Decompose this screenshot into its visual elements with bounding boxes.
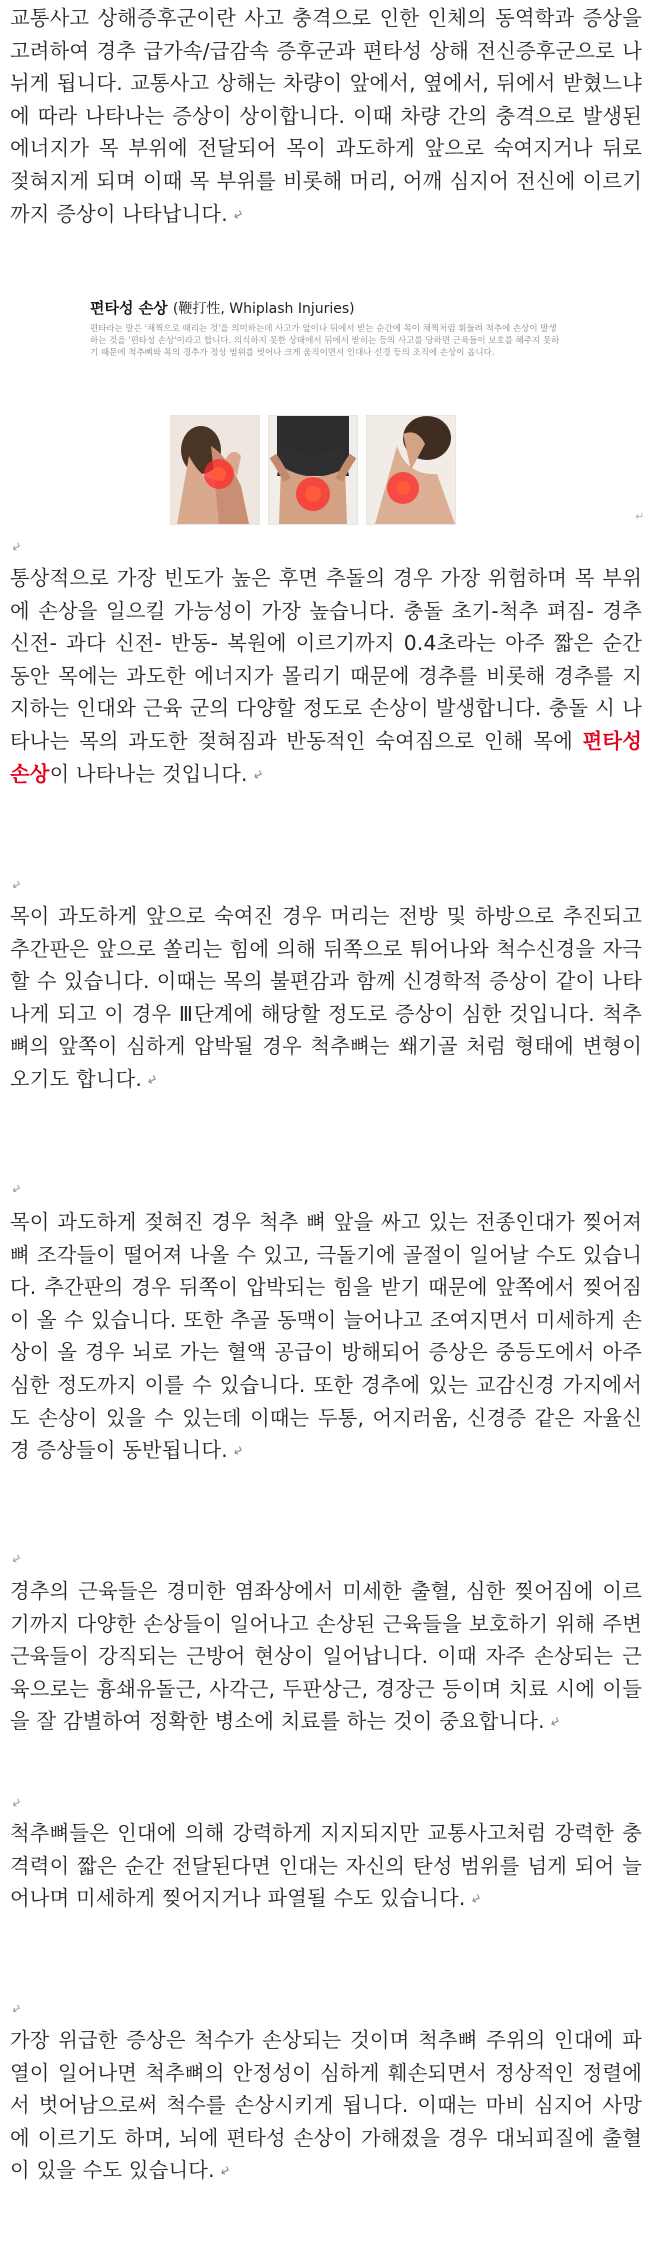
paragraph-end-mark: ↵ (217, 2162, 235, 2182)
paragraph-rear-collision (10, 562, 642, 794)
paragraph-text: 가장 위급한 증상은 척수가 손상되는 것이며 척추뼈 주위의 인대에 파열이 일어나면 척추뼈의 안정성이 심하게 훼손되면서 정상적인 정렬에서 벗어남으로써 척수를 손상시키게 됩니다. 이때는 마비 심지어 사망에 이르기도 하며, 뇌에 편타성 손상이 가해졌을 경우 대뇌피질에 출혈이 있을 수도 있습니다. (10, 2028, 642, 2183)
paragraph-end-mark: ↵ (230, 1442, 248, 1461)
figure-description: 편타라는 말은 '채찍으로 때리는 것'을 의미하는데 사고가 앞이나 뒤에서 받는 순간에 목이 채찍처럼 휘둘려 척추에 손상이 발생하는 것을 '편타성 손상'이라고 합니다. 의식하지 못한 상태에서 뒤에서 받히는 등의 사고를 당하면 근육들이 보호를 해주지 못하기 때문에 척추뼈와 목의 경추가 정상 범위를 벗어나 크게 움직이면서 인대나 신경 등의 조직에 손상이 옵니다. (90, 324, 560, 358)
paragraph-whiplash-intro (10, 2, 642, 234)
paragraph-spinal-cord-injury (10, 2024, 642, 2191)
paragraph-flexion-injury (10, 900, 642, 1100)
paragraph-end-mark: ↵ (250, 765, 268, 785)
gap-mark: ↵ (9, 876, 25, 894)
paragraph-end-mark: ↵ (145, 1071, 162, 1090)
gap-mark: ↵ (9, 1180, 25, 1198)
gap-mark: ↵ (9, 538, 25, 556)
paragraph-text: 통상적으로 가장 빈도가 높은 후면 추돌의 경우 가장 위험하며 목 부위에 손상을 일으킬 가능성이 가장 높습니다. 충돌 초기-척추 펴짐- 경추 신전- 과다 신전- 반동- 복원에 이르기까지 0.4초라는 아주 짧은 순간 동안 목에는 과도한 에너지가 몰리기 때문에 경추를 비롯해 경추를 지지하는 인대와 근육 군의 다양할 정도로 손상이 발생합니다. 충돌 시 나타나는 목의 과도한 젖혀짐과 반동적인 숙여짐으로 인해 목에 (10, 566, 642, 753)
paragraph-text: 목이 과도하게 앞으로 숙여진 경우 머리는 전방 및 하방으로 추진되고 추간판은 앞으로 쏠리는 힘에 의해 뒤쪽으로 튀어나와 척수신경을 자극할 수 있습니다. 이때는 목의 불편감과 함께 신경학적 증상이 같이 나타나게 되고 이 경우 Ⅲ단계에 해당할 정도로 증상이 심한 것입니다. 척추 뼈의 앞쪽이 심하게 압박될 경우 척추뼈는 쐐기골 처럼 형태에 변형이 오기도 합니다. (10, 904, 642, 1091)
figure-subtitle: (鞭打性, Whiplash Injuries) (172, 301, 355, 317)
paragraph-text: 척추뼈들은 인대에 의해 강력하게 지지되지만 교통사고처럼 강력한 충격력이 짧은 순간 전달된다면 인대는 자신의 탄성 범위를 넘게 되어 늘어나며 미세하게 찢어지거나 파열될 수도 있습니다. (10, 1821, 642, 1911)
paragraph-end-mark: ↵ (230, 205, 248, 225)
paragraph-end-mark: ↵ (547, 1713, 565, 1733)
paragraph-extension-injury (10, 1206, 642, 1471)
highlighted-term: 편타성 손상 (10, 728, 642, 786)
paragraph-end-mark: ↵ (468, 1890, 485, 1909)
paragraph-ligament-injury (10, 1817, 642, 1919)
paragraph-muscle-injury (10, 1575, 642, 1742)
paragraph-text: 경추의 근육들은 경미한 염좌상에서 미세한 출혈, 심한 찢어짐에 이르기까지 다양한 손상들이 일어나고 손상된 근육들을 보호하기 위해 주변 근육들이 강직되는 근방어 현상이 일어납니다. 이때 자주 손상되는 근육으로는 흉쇄유돌근, 사각근, 두판상근, 경장근 등이며 치료 시에 이들을 잘 감별하여 정확한 병소에 치료를 하는 것이 중요합니다. (10, 1579, 642, 1734)
gap-mark: ↵ (9, 1794, 25, 1812)
figure-end-mark: ↵ (635, 510, 645, 523)
paragraph-text: 목이 과도하게 젖혀진 경우 척추 뼈 앞을 싸고 있는 전종인대가 찢어져 뼈 조각들이 떨어져 나올 수 있고, 극돌기에 골절이 일어날 수도 있습니다. 추간판의 경우 뒤쪽이 압박되는 힘을 받기 때문에 앞쪽에서 찢어짐이 올 수 있습니다. 또한 추골 동맥이 늘어나고 조여지면서 미세하게 손상이 올 경우 뇌로 가는 혈액 공급이 방해되어 증상은 중등도에서 아주 심한 정도까지 이를 수 있습니다. 또한 경추에 있는 교감신경 가지에서도 손상이 있을 수 있는데 이때는 두통, 어지러움, 신경증 같은 자율신경 증상들이 동반됩니다. (10, 1210, 642, 1463)
gap-mark: ↵ (9, 1550, 25, 1568)
shoulder-pain-photo (366, 415, 456, 525)
neck-pain-photo (170, 415, 260, 525)
paragraph-text: 교통사고 상해증후군이란 사고 충격으로 인한 인체의 동역학과 증상을 고려하여 경추 급가속/급감속 증후군과 편타성 상해 전신증후군으로 나뉘게 됩니다. 교통사고 상해는 차량이 앞에서, 옆에서, 뒤에서 받혔느냐에 따라 나타나는 증상이 상이합니다. 이때 차량 간의 충격으로 발생된 에너지가 목 부위에 전달되어 목이 과도하게 앞으로 숙여지거나 뒤로 젖혀지게 되며 이때 목 부위를 비롯해 머리, 어깨 심지어 전신에 이르기까지 증상이 나타납니다. (10, 6, 642, 226)
whiplash-figure (90, 297, 645, 527)
figure-title: 편타성 손상 (鞭打性, Whiplash Injuries) (90, 299, 355, 317)
gap-mark: ↵ (9, 2000, 25, 2018)
back-pain-photo (268, 415, 358, 525)
paragraph-text: 이 나타나는 것입니다. (49, 761, 248, 786)
